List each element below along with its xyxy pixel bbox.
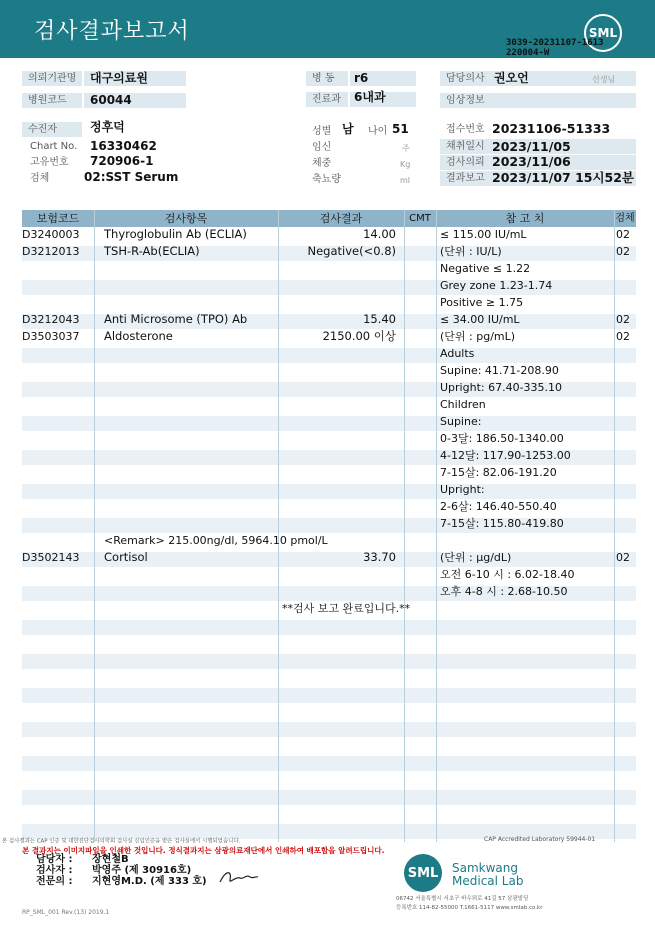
col-divider — [614, 210, 615, 842]
reference-range: ≤ 115.00 IU/mL — [440, 228, 527, 241]
signer-name: 장현철B — [92, 854, 129, 865]
unique-no-label: 고유번호 — [30, 157, 69, 168]
institution-label: 의뢰기관명 — [22, 71, 82, 86]
specimen-code: 02 — [616, 245, 630, 258]
doctor-value: 권오언 — [494, 71, 529, 85]
col-header-ref: 참 고 치 — [505, 212, 545, 225]
reference-range: (단위 : μg/dL) — [440, 551, 512, 564]
table-stripe — [22, 654, 636, 669]
col-divider — [278, 210, 279, 842]
signature-mark — [218, 868, 260, 886]
col-divider — [94, 210, 95, 842]
test-result: 2150.00 이상 — [322, 329, 396, 343]
chart-no-value: 16330462 — [90, 139, 157, 153]
report-header — [0, 0, 655, 58]
specimen-code: 02 — [616, 313, 630, 326]
pregnancy-unit: 주 — [402, 144, 410, 153]
receipt-value: 20231106-51333 — [492, 121, 611, 136]
test-result: 14.00 — [363, 227, 396, 241]
specimen-value: 02:SST Serum — [84, 170, 179, 184]
col-header-result: 검사결과 — [319, 212, 363, 225]
request-date-label: 검사의뢰 — [440, 155, 636, 170]
urine-unit: ml — [400, 176, 411, 185]
patient-label: 수진자 — [22, 122, 82, 137]
lab-name-line1: Samkwang — [452, 861, 518, 875]
reference-range: 0-3달: 186.50-1340.00 — [440, 432, 564, 445]
test-item: Cortisol — [104, 550, 148, 564]
test-item: TSH-R-Ab(ECLIA) — [104, 244, 200, 258]
lab-name — [452, 862, 523, 888]
insurance-code: D3212013 — [22, 245, 80, 258]
reference-range: 2-6살: 146.40-550.40 — [440, 500, 557, 513]
report-date-label: 결과보고 — [440, 171, 636, 186]
sml-logo: SML — [584, 14, 622, 52]
remark-note: <Remark> 215.00ng/dl, 5964.10 pmol/L — [104, 534, 328, 547]
lab-contact: 등록번호 114-82-55000 T.1661-5117 www.smlab.co.kr — [396, 905, 543, 911]
hospital-code-value: 60044 — [90, 93, 132, 107]
specimen-code: 02 — [616, 228, 630, 241]
doctor-suffix: 선생님 — [592, 75, 616, 84]
doctor-label: 담당의사 — [440, 71, 636, 86]
department-value: 6내과 — [354, 90, 386, 104]
reference-range: 오후 4-8 시 : 2.68-10.50 — [440, 585, 568, 598]
pregnancy-label: 임신 — [312, 142, 332, 153]
collection-date-label: 채취일시 — [440, 139, 636, 154]
report-code-line2: 220004-W — [506, 48, 550, 58]
reference-range: Negative ≤ 1.22 — [440, 262, 531, 275]
test-result: Negative(<0.8) — [307, 244, 396, 258]
reference-range: (단위 : pg/mL) — [440, 330, 516, 343]
age-label: 나이 — [368, 126, 388, 137]
chart-no-label: Chart No. — [30, 141, 78, 152]
report-code-line1: 3039-20231107-1613 — [506, 38, 604, 48]
reference-range: Grey zone 1.23-1.74 — [440, 279, 553, 292]
reference-range: ≤ 34.00 IU/mL — [440, 313, 520, 326]
weight-label: 체중 — [312, 158, 332, 169]
reference-range: Positive ≥ 1.75 — [440, 296, 524, 309]
table-stripe — [22, 722, 636, 737]
institution-value: 대구의료원 — [90, 71, 148, 85]
unique-no-value: 720906-1 — [90, 154, 154, 168]
reference-range: 7-15살: 82.06-191.20 — [440, 466, 557, 479]
weight-unit: Kg — [400, 160, 411, 169]
signer-name: 지현영M.D. (제 333 호) — [92, 876, 207, 887]
report-title: 검사결과보고서 — [34, 19, 190, 44]
col-header-code: 보험코드 — [36, 212, 80, 225]
receipt-label: 접수번호 — [446, 124, 485, 135]
test-result: 15.40 — [363, 312, 396, 326]
test-item: Anti Microsome (TPO) Ab — [104, 312, 248, 326]
table-stripe — [22, 756, 636, 771]
table-stripe — [22, 688, 636, 703]
specimen-label: 검체 — [30, 173, 50, 184]
col-header-item: 검사항목 — [164, 212, 208, 225]
collection-date-value: 2023/11/05 — [492, 139, 571, 154]
specimen-code: 02 — [616, 330, 630, 343]
insurance-code: D3502143 — [22, 551, 80, 564]
test-item: Thyroglobulin Ab (ECLIA) — [104, 227, 247, 241]
col-header-cmt: CMT — [409, 213, 431, 224]
signer-name: 박영주 (제 30916호) — [92, 865, 192, 876]
image-print-notice: 본 결과지는 이미지파일을 인쇄한 것입니다. 정식결과지는 삼광의료재단에서 인쇄하여 배포함을 알려드립니다. — [22, 846, 385, 855]
specimen-code: 02 — [616, 551, 630, 564]
reference-range: Adults — [440, 347, 475, 360]
reference-range: Upright: 67.40-335.10 — [440, 381, 563, 394]
request-date-value: 2023/11/06 — [492, 154, 571, 169]
hospital-code-label: 병원코드 — [22, 93, 82, 108]
insurance-code: D3240003 — [22, 228, 80, 241]
reference-range: Supine: — [440, 415, 482, 428]
insurance-code: D3212043 — [22, 313, 80, 326]
test-item: Aldosterone — [104, 329, 173, 343]
table-stripe — [22, 620, 636, 635]
test-result: 33.70 — [363, 550, 396, 564]
report-complete-note: **검사 보고 완료입니다.** — [282, 602, 411, 615]
ward-value: r6 — [354, 71, 369, 85]
patient-value: 정후덕 — [90, 120, 125, 134]
col-header-specimen: 검체 — [615, 213, 635, 224]
reference-range: 오전 6-10 시 : 6.02-18.40 — [440, 568, 575, 581]
lab-name-line2: Medical Lab — [452, 874, 524, 888]
age-value: 51 — [392, 122, 409, 136]
reference-range: 7-15살: 115.80-419.80 — [440, 517, 564, 530]
col-divider — [404, 210, 405, 842]
signer-role: 담당자 : — [36, 854, 73, 865]
form-code: RP_SML_001 Rev.(13) 2019.1 — [22, 909, 110, 916]
reference-range: Children — [440, 398, 486, 411]
cap-notice: CAP Accredited Laboratory 59944-01 — [484, 836, 596, 843]
reference-range: Upright: — [440, 483, 485, 496]
reference-range: 4-12달: 117.90-1253.00 — [440, 449, 571, 462]
reference-range: Supine: 41.71-208.90 — [440, 364, 559, 377]
accreditation-notice: 본 검사결과는 CAP 인증 및 대한진단검사의학회 검사실 신임인증을 받은 검사실에서 시행되었습니다. — [2, 837, 241, 845]
department-label: 진료과 — [306, 92, 348, 107]
sex-label: 성별 — [312, 126, 332, 137]
insurance-code: D3503037 — [22, 330, 80, 343]
col-divider — [436, 210, 437, 842]
signer-role: 검사자 : — [36, 865, 73, 876]
table-stripe — [22, 790, 636, 805]
signer-role: 전문의 : — [36, 876, 73, 887]
sex-value: 남 — [342, 122, 354, 136]
ward-label: 병 동 — [306, 71, 348, 86]
report-date-value: 2023/11/07 15시52분 — [492, 170, 635, 185]
lab-address: 06742 서울특별시 서초구 바우뫼로 41길 57 삼광빌딩 — [396, 896, 529, 902]
urine-label: 축뇨량 — [312, 174, 341, 185]
clinical-info-label: 임상정보 — [440, 93, 636, 108]
sml-footer-logo: SML — [404, 854, 442, 892]
reference-range: (단위 : IU/L) — [440, 245, 502, 258]
